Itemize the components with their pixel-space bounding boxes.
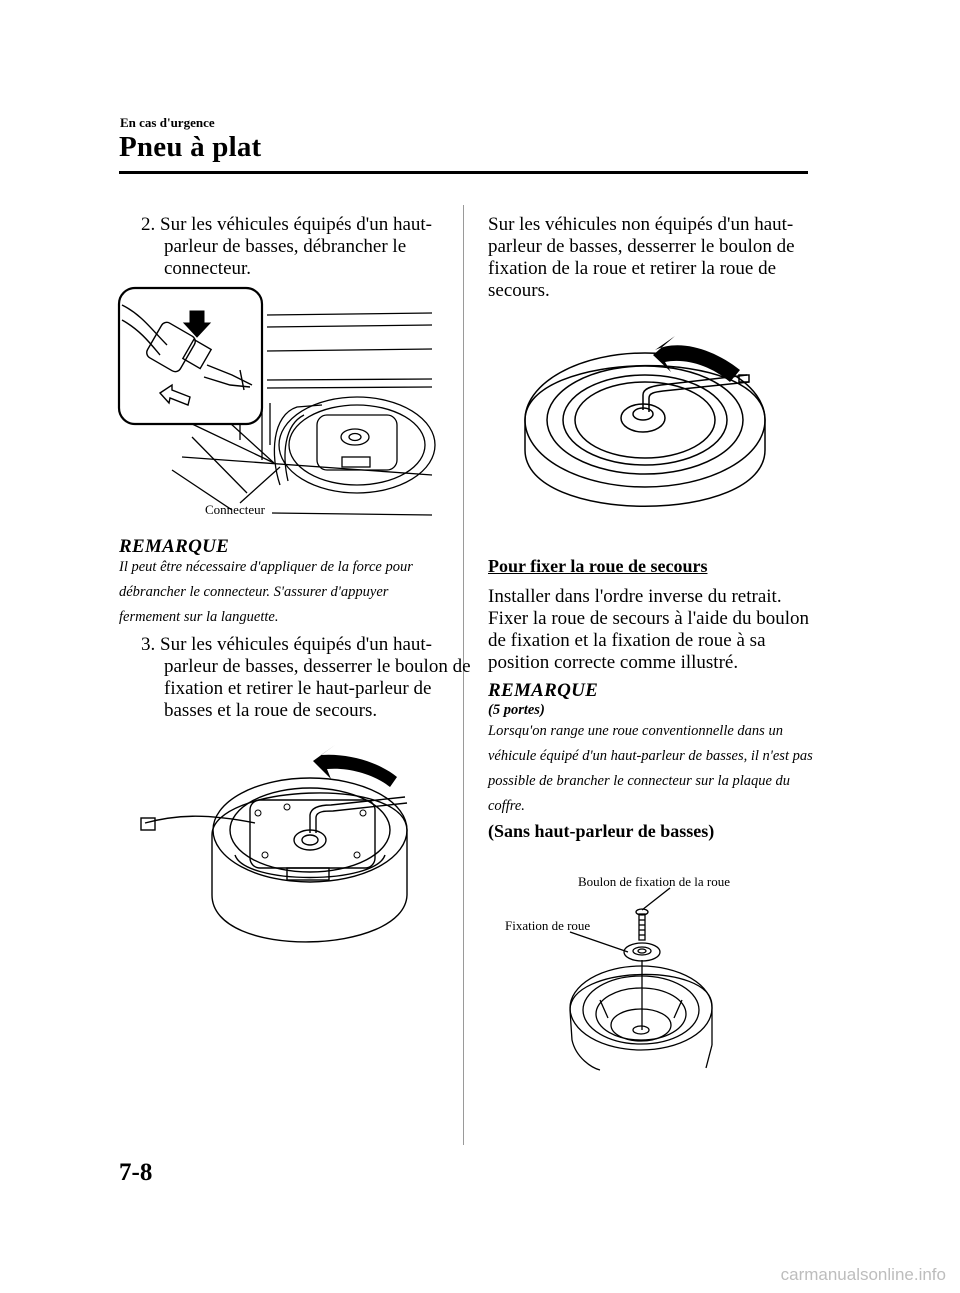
note-text-right: Lorsqu'on range une roue conventionnelle dans un véhicule équipé d'un haut-parleur de basses, il n'est pas possible de brancher le connecteur sur la plaque du coffre.: [488, 723, 813, 814]
note-text-left: Il peut être nécessaire d'appliquer de la force pour débrancher le connecteur. S'assurer d'appuyer fermement sur la languette.: [119, 559, 413, 625]
subwoofer-spare-figure: [135, 745, 425, 975]
note-heading-right: REMARQUE: [488, 680, 599, 701]
section-label: En cas d'urgence: [120, 115, 215, 130]
bolt-callout: Boulon de fixation de la roue: [578, 874, 730, 889]
intro-text-right: Sur les véhicules non équipés d'un haut-parleur de basses, desserrer le boulon de fixation de la roue et retirer la roue de secours.: [488, 214, 795, 301]
install-text: Installer dans l'ordre inverse du retrait. Fixer la roue de secours à l'aide du boulon de fixation et la fixation de roue à sa position correcte comme illustré.: [488, 586, 810, 673]
title-rule: [119, 171, 808, 174]
connector-callout: Connecteur: [205, 502, 265, 517]
install-subheading: Pour fixer la roue de secours: [488, 556, 708, 576]
no-subwoofer-heading: (Sans haut-parleur de basses): [488, 821, 715, 841]
note-heading-left: REMARQUE: [119, 536, 230, 557]
connector-figure: [112, 285, 437, 525]
fixation-callout: Fixation de roue: [505, 918, 591, 933]
spare-wheel-figure: [515, 320, 775, 540]
watermark: carmanualsonline.info: [780, 1265, 946, 1284]
fixation-figure: [540, 890, 780, 1070]
step-3-text: 3. Sur les véhicules équipés d'un haut-parleur de basses, desserrer le boulon de fixation et retirer le haut-parleur de basses et la roue de secours.: [141, 634, 471, 721]
step-2-text: 2. Sur les véhicules équipés d'un haut-parleur de basses, débrancher le connecteur.: [141, 214, 433, 279]
page-title: Pneu à plat: [119, 131, 262, 163]
note-sub-right: (5 portes): [488, 702, 545, 718]
page-number: 7-8: [119, 1159, 153, 1186]
